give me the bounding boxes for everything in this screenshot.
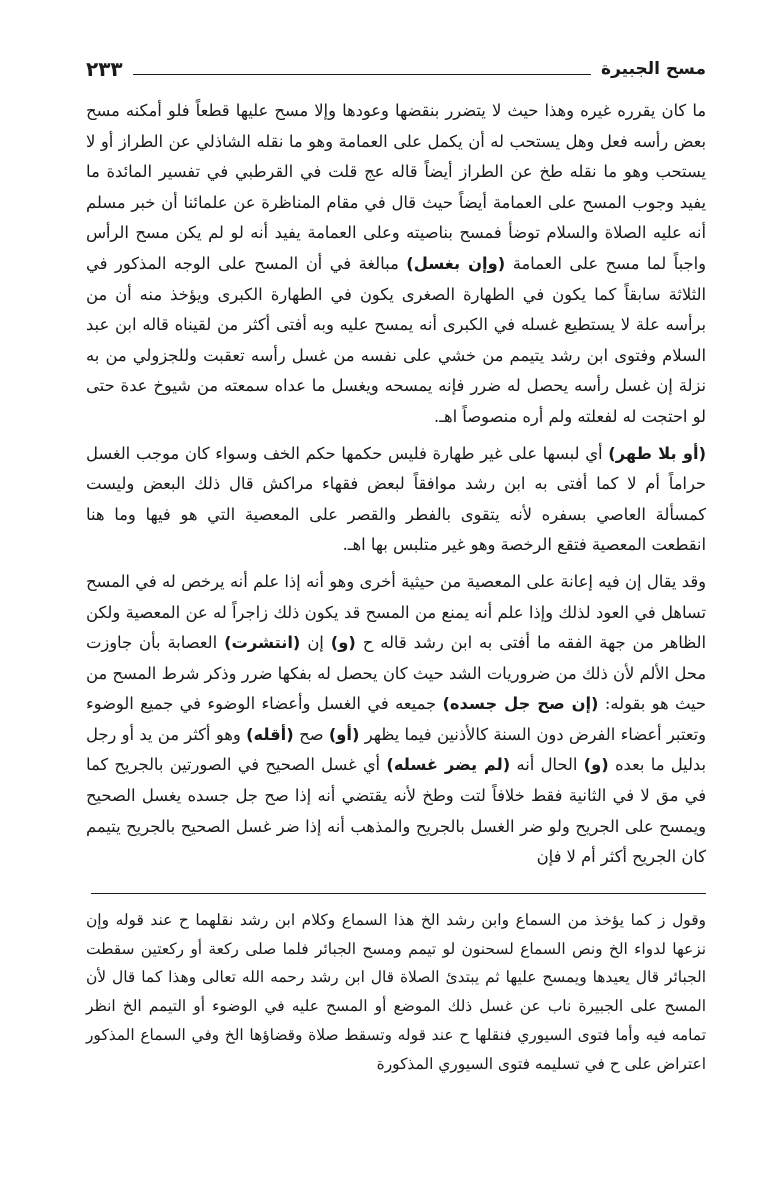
page: [86, 54, 706, 1079]
p3-h: الحال أنه: [516, 755, 578, 775]
p3-bold-3: (إن صح جل جسده): [442, 694, 599, 714]
footnote-text: وقول ز كما يؤخذ من السماع وابن رشد الخ هذا السماع وكلام ابن رشد نقلهما ح عند قوله وإن نزعها لدواء الخ ونص السماع لسحنون لو تيمم ومسح الجبائر فلما صلى ركعة أو ركعتين سقطت الجبائر قال يعيدها ويمسح عليها ثم يبتدئ الصلاة قال ابن رشد رحمه الله تعالى وهذا كما قال لأن المسح على الجبيرة ناب عن غسل ذلك الموضع أو المسح عليه في الوضوء أو التيمم الخ انظر تمامه فيه وأما فتوى السيوري فنقلها ح عند قوله وتسقط صلاة وقضاؤها الخ وفي السماع المذكور اعتراض على ح في تسليمه فتوى السيوري المذكورة: [86, 910, 706, 1073]
page-header: [86, 54, 706, 84]
footnote: [86, 906, 706, 1079]
p1-tail: مبالغة في أن المسح على الوجه المذكور في الثلاثة سابقاً كما يكون في الطهارة الصغرى يكون في الطهارة الكبرى ويؤخذ منه أن من برأسه علة لا يستطيع غسله في الكبرى أنه يمسح عليه وبه أفتى أكثر من لقيناه قاله ابن عبد السلام وفتوى ابن رشد يتيمم من خشي على نفسه من غسل رأسه تعقبت وللجزولي من به نزلة إن غسل رأسه يحصل له ضرر فإنه يمسحه ويغسل ما عداه سمعته من شيوخ عدة حتى لو احتجت له لفعلته ولم أره منصوصاً اهـ.: [86, 253, 706, 426]
p3-bold-5: (أقله): [246, 724, 294, 744]
page-number: ٢٣٣: [86, 57, 123, 81]
p3-g: وهو أكثر من يد أو رجل بدليل ما بعده: [86, 724, 706, 775]
p3-e: جميعه في الغسل وأعضاء الوضوء في جميع الوضوء وتعتبر أعضاء الفرض دون السنة كالأذنين فيما يظهر: [86, 694, 706, 744]
paragraph-3: [86, 567, 706, 873]
main-text: [86, 96, 706, 873]
footnote-separator: [91, 893, 706, 894]
p1-bold: (وإن بغسل): [406, 253, 506, 273]
p3-bold-2: (انتشرت): [224, 633, 301, 653]
p3-a: وقد يقال إن فيه إعانة على المعصية من حيثية أخرى وهو أنه إذا علم أنه يرخص له في المسح تساهل في العود لذلك وإذا علم أنه يمنع من المسح قد يكون ذلك زاجراً له عن المعصية ولكن الظاهر من جهة الفقه ما أفتى به ابن رشد قاله ح: [86, 571, 706, 653]
p3-f: صح: [299, 724, 324, 744]
p3-i: أي غسل الصحيح في الصورتين بالجريح كما في مق لا في الثانية فقط خلافاً لتت وطخ لأنه يقتضي أنه إذا صح جل جسده يغسل الصحيح ويمسح على الجريح ولو ضر الغسل بالجريح والمذهب أنه إذا ضر غسل الصحيح بالجريح يتيمم كان الجريح أكثر أم لا فإن: [86, 755, 706, 867]
p2-tail: أي لبسها على غير طهارة فليس حكمها حكم الخف وسواء كان موجب الغسل حراماً أم لا كما أفتى به ابن رشد موافقاً لبعض فقهاء مراكش قال ذلك البعض وليست كمسألة العاصي بسفره لأنه يتقوى بالفطر والقصر على المعصية التي هو فيها وما هنا انقطعت المعصية فتقع الرخصة وهو غير متلبس بها اهـ.: [86, 443, 706, 555]
p2-bold: (أو بلا طهر): [608, 443, 707, 463]
p3-bold-7: (لم يضر غسله): [386, 755, 511, 775]
paragraph-1: [86, 96, 706, 433]
p3-c: إن: [307, 633, 324, 653]
p3-bold-6: (و): [583, 755, 609, 775]
paragraph-2: [86, 439, 706, 561]
p3-bold-1: (و): [330, 633, 356, 653]
running-title: مسح الجبيرة: [601, 59, 706, 79]
p3-d: العصابة بأن جاوزت محل الألم لأن ذلك من ضروريات الشد حيث كان يحصل له بفكها ضرر وذكر شرط المسح من حيث هو بقوله:: [86, 633, 706, 714]
header-rule: [133, 74, 591, 75]
p3-bold-4: (أو): [328, 724, 360, 744]
p1-text: ما كان يقرره غيره وهذا حيث لا يتضرر بنقضها وعودها وإلا مسح عليها قطعاً فلو أمكنه مسح بعض رأسه فعل وهل يستحب له أن يكمل على العمامة وهو ما نقله الشاذلي عن الطراز أو لا يستحب وهو ما نقله طخ عن الطراز أيضاً قاله عج قلت في القرطبي في تفسير المائدة ما يفيد وجوب المسح على العمامة أيضاً حيث قال في مقام المناظرة عن علمائنا أن خبر مسلم أنه عليه الصلاة والسلام توضأ فمسح بناصيته وعلى العمامة يفيد أنه لو لم يكن مسح الرأس واجباً لما مسح على العمامة: [86, 101, 707, 273]
